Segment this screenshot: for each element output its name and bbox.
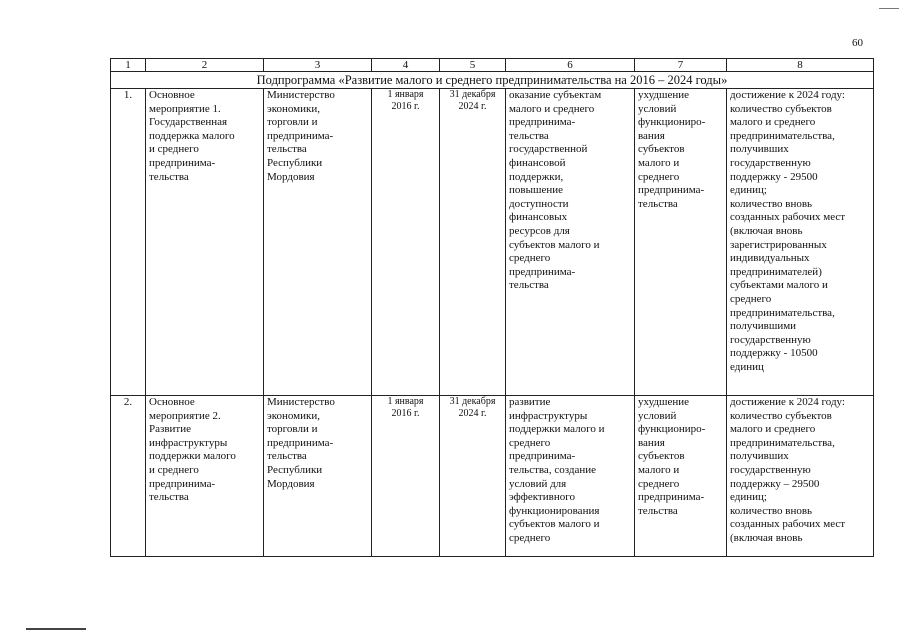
scan-mark bbox=[26, 628, 86, 630]
non-implementation-consequence: ухудшение условий функциониро- вания субъектов малого и среднего предпринима- тельства bbox=[635, 89, 727, 396]
column-number: 2 bbox=[146, 59, 264, 72]
column-number: 8 bbox=[727, 59, 874, 72]
column-number: 5 bbox=[440, 59, 506, 72]
table-row bbox=[111, 89, 874, 396]
responsible-executor: Министерство экономики, торговли и предпринима- тельства Республики Мордовия bbox=[264, 89, 372, 396]
table-row bbox=[111, 396, 874, 557]
subprogram-row bbox=[111, 72, 874, 89]
page-number: 60 bbox=[852, 37, 863, 49]
column-number: 4 bbox=[372, 59, 440, 72]
measure-name: Основное мероприятие 1. Государственная поддержка малого и среднего предпринима- тельства bbox=[146, 89, 264, 396]
indicators: достижение к 2024 году: количество субъектов малого и среднего предпринимательства, получивших государственную поддержку – 29500 единиц; количество вновь созданных рабочих мест (включая вновь bbox=[727, 396, 874, 557]
measure-name: Основное мероприятие 2. Развитие инфраструктуры поддержки малого и среднего предпринима- тельства bbox=[146, 396, 264, 557]
subprogram-title: Подпрограмма «Развитие малого и среднего предпринимательства на 2016 – 2024 годы» bbox=[111, 72, 874, 89]
expected-result: оказание субъектам малого и среднего предпринима- тельства государственной финансовой поддержки, повышение доступности финансовых ресурсов для субъектов малого и среднего предпринима- тельства bbox=[506, 89, 635, 396]
start-date: 1 января 2016 г. bbox=[372, 396, 440, 557]
indicators: достижение к 2024 году: количество субъектов малого и среднего предпринимательства, получивших государственную поддержку - 29500 единиц; количество вновь созданных рабочих мест (включая вновь зарегистрированных индивидуальных предпринимателей) субъектами малого и среднего предпринимательства, получившими государственную поддержку - 10500 единиц bbox=[727, 89, 874, 396]
end-date: 31 декабря 2024 г. bbox=[440, 89, 506, 396]
column-number-row bbox=[111, 59, 874, 72]
column-number: 1 bbox=[111, 59, 146, 72]
row-number: 2. bbox=[111, 396, 146, 557]
row-number: 1. bbox=[111, 89, 146, 396]
column-number: 6 bbox=[506, 59, 635, 72]
column-number: 3 bbox=[264, 59, 372, 72]
start-date: 1 января 2016 г. bbox=[372, 89, 440, 396]
non-implementation-consequence: ухудшение условий функциониро- вания субъектов малого и среднего предпринима- тельства bbox=[635, 396, 727, 557]
responsible-executor: Министерство экономики, торговли и предпринима- тельства Республики Мордовия bbox=[264, 396, 372, 557]
measures-table bbox=[110, 58, 874, 557]
expected-result: развитие инфраструктуры поддержки малого и среднего предпринима- тельства, создание условий для эффективного функционирования субъектов малого и среднего bbox=[506, 396, 635, 557]
end-date: 31 декабря 2024 г. bbox=[440, 396, 506, 557]
scan-mark bbox=[879, 8, 899, 9]
column-number: 7 bbox=[635, 59, 727, 72]
